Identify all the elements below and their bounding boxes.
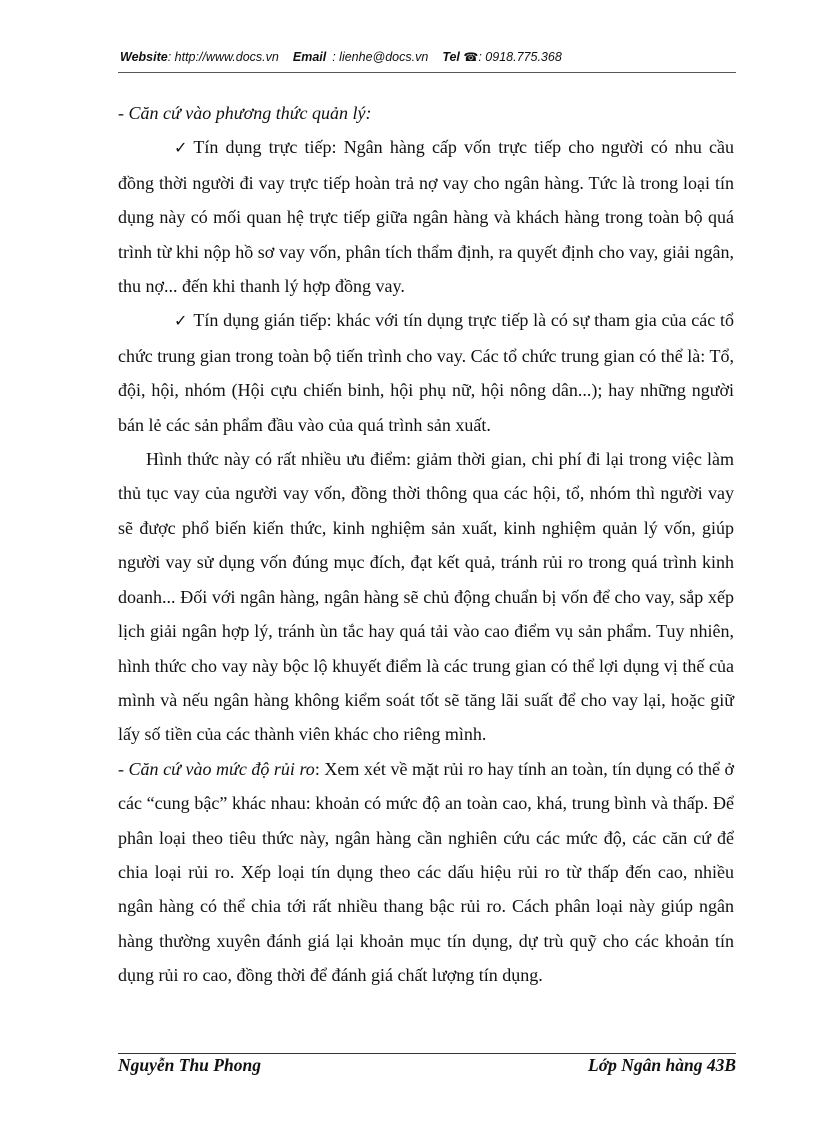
footer-divider [118,1053,736,1054]
paragraph-advantages: Hình thức này có rất nhiều ưu điểm: giảm thời gian, chi phí đi lại trong việc làm thủ tục vay của người vay vốn, đồng thời thông qua các hội, tổ, nhóm thì người vay sẽ được phổ biến kiến thức, kinh nghiệm sản xuất, kinh nghiệm quản lý vốn, giúp người vay sử dụng vốn đúng mục đích, đạt kết quả, tránh rủi ro trong quá trình kinh doanh... Đối với ngân hàng, ngân hàng sẽ chủ động chuẩn bị vốn để cho vay, sắp xếp lịch giải ngân hợp lý, tránh ùn tắc hay quá tải vào cao điểm vụ sản phẩm. Tuy nhiên, hình thức cho vay này bộc lộ khuyết điểm là các trung gian có thể lợi dụng vị thế của mình và nếu ngân hàng không kiểm soát tốt sẽ tăng lãi suất để cho vay lại, hoặc giữ lấy số tiền của các thành viên khác cho riêng mình. [118,449,734,745]
section-heading-management: - Căn cứ vào phương thức quản lý: [118,103,372,123]
checkmark-icon: ✓ [174,138,188,158]
checkmark-icon: ✓ [174,311,188,331]
tel-label: Tel [442,50,460,64]
footer-author: Nguyễn Thu Phong [118,1055,261,1075]
section-risk-text: : Xem xét về mặt rủi ro hay tính an toàn, tín dụng có thể ở các “cung bậc” khác nhau: khoản có mức độ an toàn cao, khá, trung bình và thấp. Để phân loại theo tiêu thức này, ngân hàng cần nghiên cứu các mức độ, các căn cứ để chia loại rủi ro. Xếp loại tín dụng theo các dấu hiệu rủi ro từ thấp đến cao, nhiều ngân hàng có thể chia tới rất nhiều thang bậc rủi ro. Cách phân loại này giúp ngân hàng thường xuyên đánh giá lại khoản mục tín dụng, dự trù quỹ cho các khoản tín dụng rủi ro cao, đồng thời để đánh giá chất lượng tín dụng. [118,758,735,986]
document-body [118,96,734,993]
tel-value: : 0918.775.368 [478,50,562,64]
bullet-direct-credit-text: Tín dụng trực tiếp: Ngân hàng cấp vốn trực tiếp cho người có nhu cầu đồng thời người đi vay trực tiếp hoàn trả nợ vay cho ngân hàng. Tức là trong loại tín dụng này có mối quan hệ trực tiếp giữa ngân hàng và khách hàng trong toàn bộ quá trình từ khi nộp hồ sơ vay vốn, phân tích thẩm định, ra quyết định cho vay, giải ngân, thu nợ... đến khi thanh lý hợp đồng vay. [118,137,734,297]
website-label: Website [120,50,168,64]
phone-icon: ☎ [463,50,479,64]
bullet-indirect-credit-text: Tín dụng gián tiếp: khác với tín dụng trực tiếp là có sự tham gia của các tổ chức trung gian trong toàn bộ tiến trình cho vay. Các tổ chức trung gian có thể là: Tổ, đội, hội, nhóm (Hội cựu chiến binh, hội phụ nữ, hội nông dân...); hay những người bán lẻ các sản phẩm đầu vào của quá trình sản xuất. [118,310,734,435]
website-value: : http://www.docs.vn [167,50,279,64]
section-heading-risk: - Căn cứ vào mức độ rủi ro [118,758,315,779]
email-label: Email [292,50,327,64]
bullet-indirect-credit [118,303,734,442]
email-value: : lienhe@docs.vn [332,50,429,64]
section-risk [118,752,734,993]
header-divider [118,72,736,73]
bullet-direct-credit [118,130,734,303]
page-header [120,50,736,64]
page-footer [118,1055,736,1076]
footer-class: Lớp Ngân hàng 43B [588,1055,736,1075]
